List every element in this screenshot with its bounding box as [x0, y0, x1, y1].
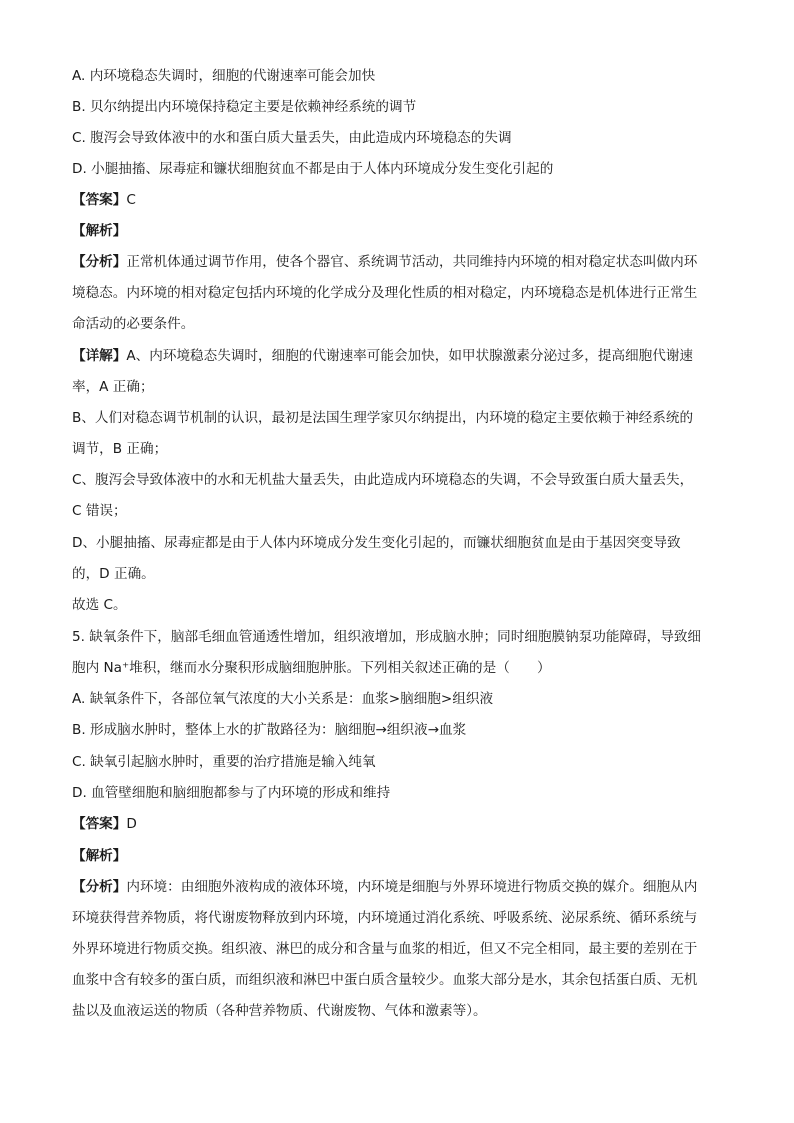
q5-stem-line: 胞内 Na⁺堆积，继而水分聚积形成脑细胞肿胀。下列相关叙述正确的是（ ）	[72, 660, 551, 676]
q4-xiangjie-line	[72, 346, 693, 366]
q5-answer	[72, 814, 137, 834]
q4-option-a: A. 内环境稳态失调时，细胞的代谢速率可能会加快	[72, 68, 376, 84]
q4-option-b: B. 贝尔纳提出内环境保持稳定主要是依赖神经系统的调节	[72, 99, 417, 115]
q4-xiangjie-line: 率，A 正确；	[72, 379, 154, 395]
xiangjie-text: A、内环境稳态失调时，细胞的代谢速率可能会加快，如甲状腺激素分泌过多，提高细胞代谢速	[126, 348, 694, 364]
q5-option-c: C. 缺氧引起脑水肿时，重要的治疗措施是输入纯氧	[72, 754, 376, 770]
q5-fenxi-line: 血浆中含有较多的蛋白质，而组织液和淋巴中蛋白质含量较少。血浆大部分是水，其余包括蛋白质、无机	[72, 972, 698, 988]
q5-option-d: D. 血管壁细胞和脑细胞都参与了内环境的形成和维持	[72, 785, 391, 801]
answer-tag: 【答案】	[72, 816, 127, 832]
fenxi-tag: 【分析】	[72, 254, 127, 270]
q5-fenxi-line: 盐以及血液运送的物质（各种营养物质、代谢废物、气体和激素等）。	[72, 1003, 487, 1019]
q4-xiangjie-line: 的，D 正确。	[72, 566, 155, 582]
q4-xiangjie-line: C 错误；	[72, 503, 127, 519]
q4-xiangjie-line: C、腹泻会导致体液中的水和无机盐大量丢失，由此造成内环境稳态的失调，不会导致蛋白质大量丢失，	[72, 472, 694, 488]
q4-option-c: C. 腹泻会导致体液中的水和蛋白质大量丢失，由此造成内环境稳态的失调	[72, 130, 512, 146]
q4-xiangjie-line: 调节，B 正确；	[72, 441, 168, 457]
fenxi-text: 正常机体通过调节作用，使各个器官、系统调节活动，共同维持内环境的相对稳定状态叫做内环	[126, 254, 698, 270]
q4-analysis-heading: 【解析】	[72, 223, 127, 239]
q4-conclusion: 故选 C。	[72, 597, 127, 613]
answer-value: C	[126, 192, 136, 208]
q5-option-a: A. 缺氧条件下，各部位氧气浓度的大小关系是：血浆>脑细胞>组织液	[72, 691, 494, 707]
q4-answer	[72, 190, 136, 210]
q4-fenxi-line: 命活动的必要条件。	[72, 316, 195, 332]
q4-fenxi-line	[72, 252, 697, 272]
fenxi-tag: 【分析】	[72, 879, 127, 895]
q4-xiangjie-line: D、小腿抽搐、尿毒症都是由于人体内环境成分发生变化引起的，而镰状细胞贫血是由于基因突变导致	[72, 535, 681, 551]
q5-analysis-heading: 【解析】	[72, 848, 127, 864]
answer-value: D	[126, 816, 137, 832]
q4-fenxi-line: 境稳态。内环境的相对稳定包括内环境的化学成分及理化性质的相对稳定，内环境稳态是机体进行正常生	[72, 285, 698, 301]
q5-fenxi-line: 环境获得营养物质，将代谢废物释放到内环境，内环境通过消化系统、呼吸系统、泌尿系统、循环系统与	[72, 910, 698, 926]
fenxi-text: 内环境：由细胞外液构成的液体环境，内环境是细胞与外界环境进行物质交换的媒介。细胞从内	[126, 879, 698, 895]
xiangjie-tag: 【详解】	[72, 348, 127, 364]
q5-fenxi-line: 外界环境进行物质交换。组织液、淋巴的成分和含量与血浆的相近，但又不完全相同，最主要的差别在于	[72, 941, 698, 957]
q5-option-b: B. 形成脑水肿时，整体上水的扩散路径为：脑细胞→组织液→血浆	[72, 722, 467, 738]
q5-fenxi-line	[72, 877, 697, 897]
q4-option-d: D. 小腿抽搐、尿毒症和镰状细胞贫血不都是由于人体内环境成分发生变化引起的	[72, 161, 554, 177]
q4-xiangjie-line: B、人们对稳态调节机制的认识，最初是法国生理学家贝尔纳提出，内环境的稳定主要依赖于神经系统的	[72, 410, 694, 426]
q5-stem-line: 5. 缺氧条件下，脑部毛细血管通透性增加，组织液增加，形成脑水肿；同时细胞膜钠泵功能障碍，导致细	[72, 629, 702, 645]
answer-tag: 【答案】	[72, 192, 127, 208]
